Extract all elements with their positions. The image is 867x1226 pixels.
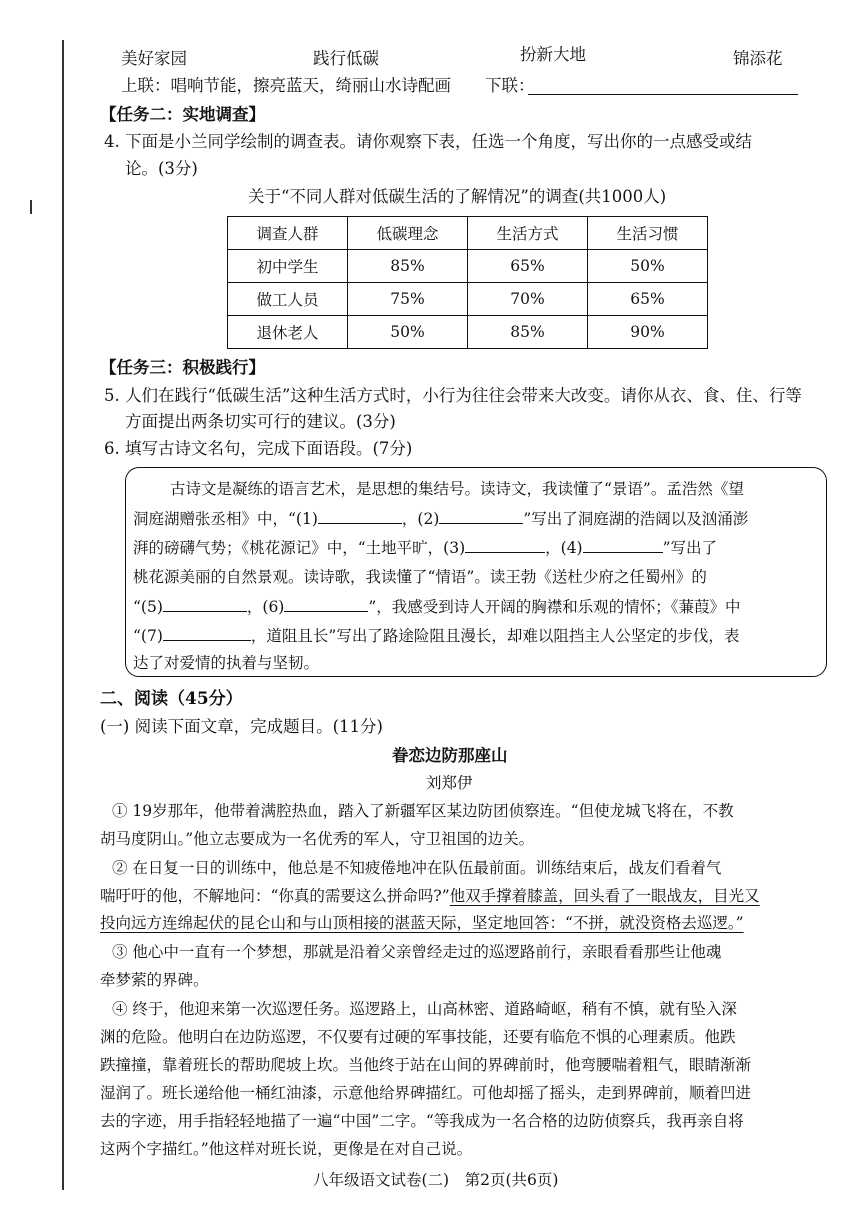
reading-section-heading: 二、阅读（45分） <box>100 689 243 709</box>
table-cell: 85% <box>468 316 588 349</box>
table-title: 关于“不同人群对低碳生活的了解情况”的调查(共1000人) <box>248 187 667 206</box>
table-header-cell: 低碳理念 <box>348 217 468 250</box>
article-paragraph-1: 胡马度阴山。”他立志要成为一名优秀的军人，守卫祖国的边关。 <box>100 830 535 848</box>
article-paragraph-2 <box>100 885 760 907</box>
passage-line: 桃花源美丽的自然景观。读诗歌，我读懂了“情语”。读王勃《送杜少府之任蜀州》的 <box>133 568 707 586</box>
couplet-item-2: 践行低碳 <box>313 49 379 68</box>
passage-line: 古诗文是凝练的语言艺术，是思想的集结号。读诗文，我读懂了“景语”。孟浩然《望 <box>170 480 744 498</box>
answer-blank-5[interactable] <box>163 595 247 612</box>
binding-margin-line <box>62 40 64 1190</box>
passage-text: 洞庭湖赠张丞相》中，“(1) <box>133 510 318 528</box>
q5-text-line2: 方面提出两条切实可行的建议。(3分) <box>125 412 396 431</box>
table-header-cell: 调查人群 <box>228 217 348 250</box>
task3-heading: 【任务三：积极践行】 <box>100 358 265 377</box>
article-paragraph-4: 去的字迹，用手指轻轻地描了一遍“中国”二字。“等我成为一名合格的边防侦察兵，我再亲自将 <box>100 1112 744 1130</box>
article-paragraph-4: 跌撞撞，靠着班长的帮助爬坡上坎。当他终于站在山间的界碑前时，他弯腰喘着粗气，眼睛渐渐 <box>100 1056 752 1074</box>
underlined-sentence: 他双手撑着膝盖，回头看了一眼战友，目光又 <box>449 887 760 905</box>
margin-tick-mark <box>30 200 32 214</box>
article-paragraph-4: 这两个字描红。”他这样对班长说，更像是在对自己说。 <box>100 1140 473 1158</box>
passage-line <box>133 536 717 559</box>
passage-line: 达了对爱情的执着与坚韧。 <box>133 654 320 672</box>
table-cell: 65% <box>468 250 588 283</box>
passage-line <box>133 624 739 647</box>
passage-text: ”，我感受到诗人开阔的胸襟和乐观的情怀；《蒹葭》中 <box>368 598 741 616</box>
passage-text: ，道阻且长”写出了路途险阻且漫长，却难以阻挡主人公坚定的步伐，表 <box>250 627 740 645</box>
answer-blank-2[interactable] <box>439 507 523 524</box>
article-paragraph-2: ② 在日复一日的训练中，他总是不知疲倦地冲在队伍最前面。训练结束后，战友们看着气 <box>112 859 722 877</box>
table-header-cell: 生活方式 <box>468 217 588 250</box>
q6-text: 6. 填写古诗文名句，完成下面语段。(7分) <box>104 439 413 458</box>
couplet-item-4: 锦添花 <box>733 49 783 68</box>
table-row <box>228 316 708 349</box>
table-cell: 90% <box>588 316 708 349</box>
reading-sub-heading: (一) 阅读下面文章，完成题目。(11分) <box>100 717 383 736</box>
passage-text: 湃的磅礴气势；《桃花源记》中，“土地平旷，(3) <box>133 539 466 557</box>
passage-line <box>133 595 741 618</box>
survey-table <box>227 216 708 349</box>
passage-line <box>133 507 748 530</box>
table-cell: 初中学生 <box>228 250 348 283</box>
underlined-sentence: 投向远方连绵起伏的昆仑山和与山顶相接的湛蓝天际，坚定地回答：“不拼，就没资格去巡逻。” <box>100 914 744 932</box>
article-paragraph-4: 渊的危险。他明白在边防巡逻，不仅要有过硬的军事技能，还要有临危不惧的心理素质。他跌 <box>100 1028 736 1046</box>
couplet-upper: 上联：唱响节能，擦亮蓝天，绮丽山水诗配画 <box>121 76 451 95</box>
couplet-lower-answer-line[interactable] <box>528 94 798 95</box>
passage-text: “(5) <box>133 598 163 616</box>
paragraph-text: 喘吁吁的他，不解地问：“你真的需要这么拼命吗?” <box>100 887 450 905</box>
article-paragraph-3: 牵梦萦的界碑。 <box>100 971 209 989</box>
table-cell: 做工人员 <box>228 283 348 316</box>
task2-heading: 【任务二：实地调查】 <box>100 105 265 124</box>
q4-text-line2: 论。(3分) <box>125 159 198 178</box>
couplet-item-3: 扮新大地 <box>520 45 586 64</box>
answer-blank-6[interactable] <box>284 595 368 612</box>
table-cell: 50% <box>348 316 468 349</box>
article-paragraph-1: ① 19岁那年，他带着满腔热血，踏入了新疆军区某边防团侦察连。“但使龙城飞将在，不教 <box>112 802 734 820</box>
answer-blank-7[interactable] <box>163 624 251 641</box>
couplet-lower-label: 下联： <box>485 76 535 95</box>
passage-text: ”写出了 <box>662 539 718 557</box>
article-author: 刘郑伊 <box>426 774 473 792</box>
answer-blank-3[interactable] <box>465 536 545 553</box>
article-title: 眷恋边防那座山 <box>392 746 508 765</box>
table-cell: 65% <box>588 283 708 316</box>
passage-text: ，(6) <box>246 598 285 616</box>
article-paragraph-3: ③ 他心中一直有一个梦想，那就是沿着父亲曾经走过的巡逻路前行，亲眼看看那些让他魂 <box>112 943 722 961</box>
couplet-item-1: 美好家园 <box>121 49 187 68</box>
table-cell: 75% <box>348 283 468 316</box>
q5-text-line1: 5. 人们在践行“低碳生活”这种生活方式时，小行为往往会带来大改变。请你从衣、食、住、行等 <box>104 386 802 405</box>
answer-blank-1[interactable] <box>318 507 402 524</box>
article-paragraph-4: 湿润了。班长递给他一桶红油漆，示意他给界碑描红。可他却摇了摇头，走到界碑前，顺着凹进 <box>100 1084 752 1102</box>
passage-text: “(7) <box>133 627 163 645</box>
q4-text-line1: 4. 下面是小兰同学绘制的调查表。请你观察下表，任选一个角度，写出你的一点感受或结 <box>104 132 752 151</box>
page-footer: 八年级语文试卷(二) 第2页(共6页) <box>313 1171 559 1189</box>
table-cell: 50% <box>588 250 708 283</box>
passage-text: ”写出了洞庭湖的浩阔以及汹涌澎 <box>523 510 749 528</box>
table-cell: 70% <box>468 283 588 316</box>
table-cell: 85% <box>348 250 468 283</box>
article-paragraph-4: ④ 终于，他迎来第一次巡逻任务。巡逻路上，山高林密、道路崎岖，稍有不慎，就有坠入深 <box>112 1000 737 1018</box>
table-row <box>228 250 708 283</box>
table-header-row <box>228 217 708 250</box>
answer-blank-4[interactable] <box>583 536 663 553</box>
passage-text: ，(4) <box>545 539 583 557</box>
table-header-cell: 生活习惯 <box>588 217 708 250</box>
table-row <box>228 283 708 316</box>
table-cell: 退休老人 <box>228 316 348 349</box>
passage-text: ，(2) <box>401 510 440 528</box>
